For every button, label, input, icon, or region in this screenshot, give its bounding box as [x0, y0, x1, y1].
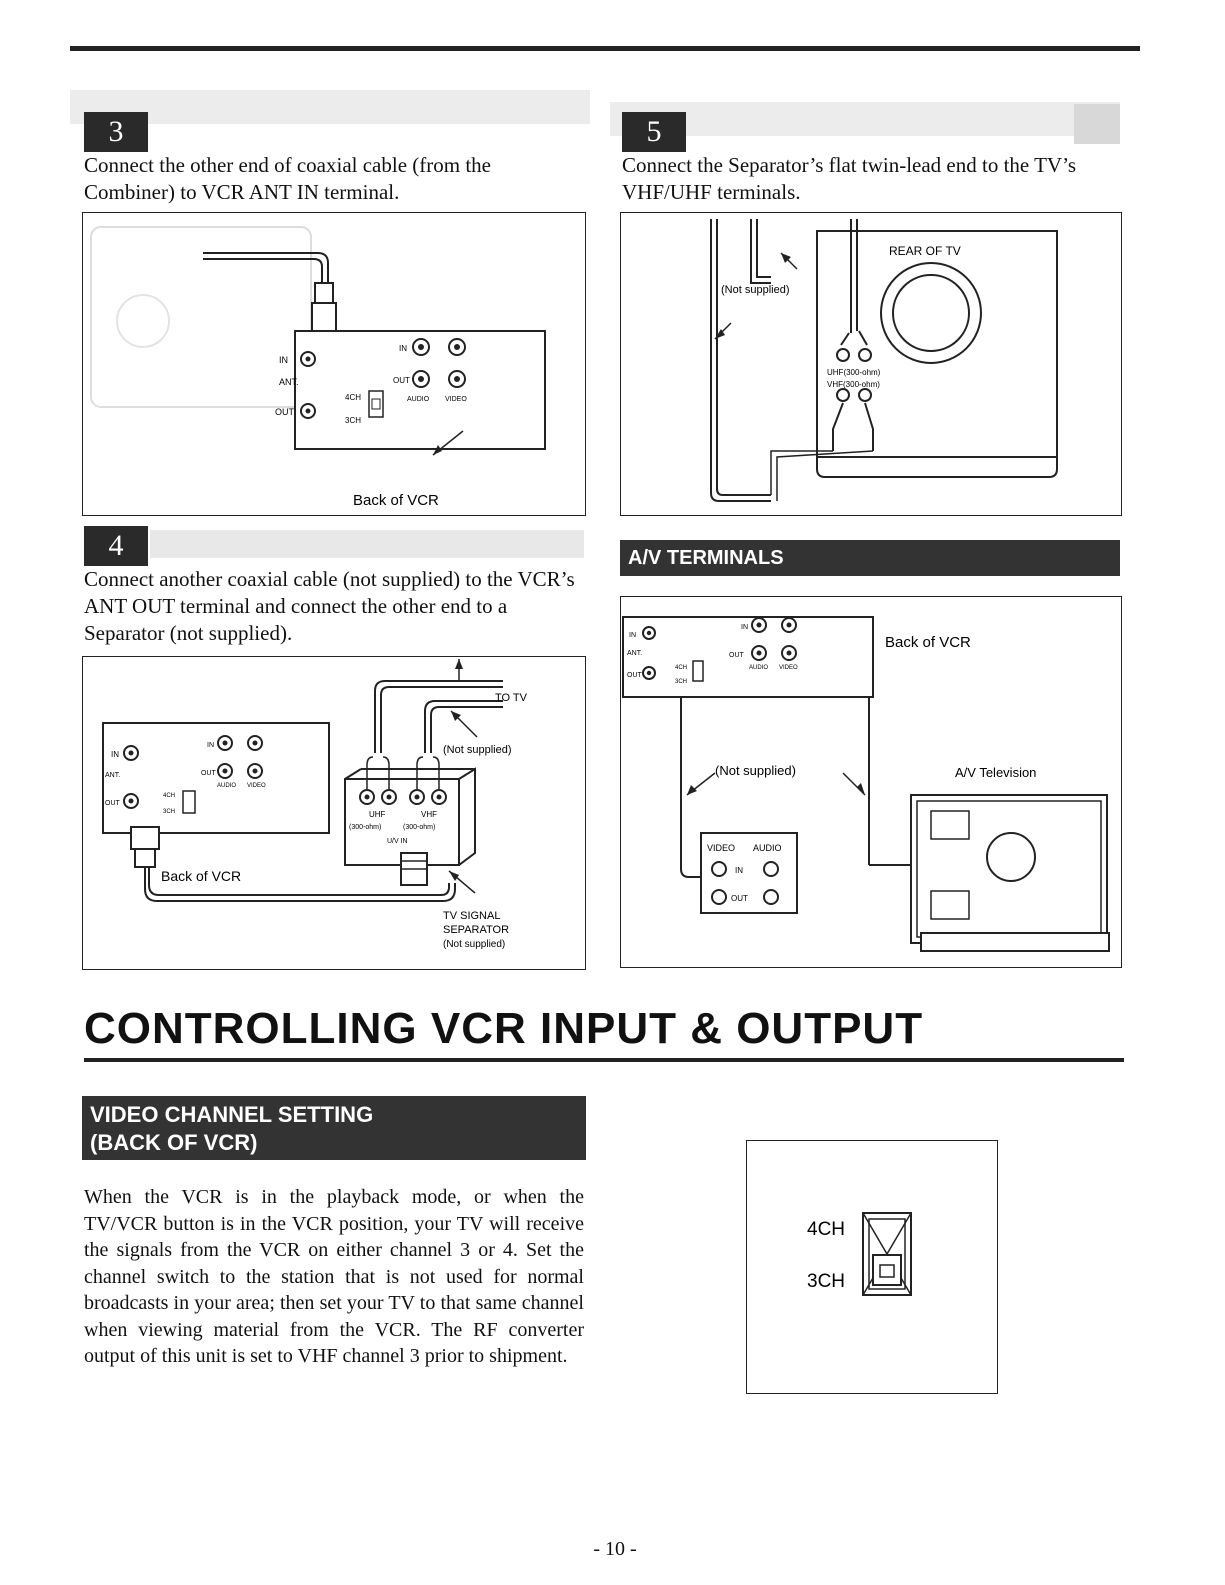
- bleed-header-right: [610, 102, 1120, 136]
- step-5-number: 5: [622, 112, 686, 152]
- svg-text:3CH: 3CH: [675, 679, 688, 685]
- av-terminals-heading: A/V TERMINALS: [620, 540, 1120, 576]
- svg-text:OUT: OUT: [627, 672, 642, 679]
- svg-text:IN: IN: [207, 742, 214, 749]
- svg-text:OUT: OUT: [201, 770, 216, 777]
- vcr-to-separator-diagram: [83, 657, 585, 969]
- svg-text:ANT.: ANT.: [105, 772, 121, 779]
- d2-separator-line2: SEPARATOR: [443, 924, 510, 936]
- av-video-label: VIDEO: [707, 843, 736, 853]
- channel-switch-closeup: [747, 1141, 997, 1393]
- d3-uhf-label: UHF(300-ohm): [827, 368, 881, 377]
- bleed-separate-bar: [150, 530, 584, 558]
- bleed-step-box: [1074, 104, 1120, 144]
- diagram-step5: [620, 212, 1122, 516]
- svg-text:3CH: 3CH: [163, 809, 176, 815]
- d1-ant-label: ANT.: [279, 377, 299, 387]
- bleed-header-left: [70, 90, 590, 124]
- svg-text:IN: IN: [629, 632, 636, 639]
- vcs-heading-line2: (BACK OF VCR): [90, 1130, 258, 1155]
- av-in-label: IN: [735, 866, 743, 875]
- d2-separator-line3: (Not supplied): [443, 939, 506, 950]
- d2-uhf-label: UHF: [369, 810, 386, 819]
- d1-3ch-label: 3CH: [345, 416, 362, 425]
- av-connection-diagram: [621, 597, 1121, 967]
- d1-audio-label: AUDIO: [407, 396, 430, 403]
- d2-to-tv-label: TO TV: [495, 692, 527, 704]
- d1-video-label: VIDEO: [445, 396, 467, 403]
- step-3-text: Connect the other end of coaxial cable (from the Combiner) to VCR ANT IN terminal.: [84, 153, 491, 204]
- d2-not-supplied-label: (Not supplied): [443, 744, 512, 756]
- av-back-of-vcr: Back of VCR: [885, 634, 971, 651]
- step-4-number: 4: [84, 526, 148, 566]
- d2-back-of-vcr: Back of VCR: [161, 868, 242, 884]
- svg-text:(300-ohm): (300-ohm): [403, 824, 436, 831]
- d2-uv-in-label: U/V IN: [387, 838, 408, 845]
- vcs-body-text: When the VCR is in the playback mode, or when the TV/VCR button is in the VCR position, your TV will receive the signals from the VCR on either channel 3 or 4. Set the channel switch to the station that is not used for normal broadcasts in your area; then set your TV to that same channel when viewing material from the VCR. The RF converter output of this unit is set to VHF channel 3 prior to shipment.: [84, 1186, 584, 1367]
- svg-text:IN: IN: [741, 624, 748, 631]
- d1-back-of-vcr: Back of VCR: [353, 492, 439, 509]
- d3-rear-tv-label: REAR OF TV: [889, 244, 961, 258]
- separator-to-tv-diagram: [621, 213, 1121, 515]
- svg-text:OUT: OUT: [729, 652, 744, 659]
- top-rule: [70, 46, 1140, 51]
- d1-out-label: OUT: [275, 407, 294, 417]
- svg-text:OUT: OUT: [105, 800, 120, 807]
- video-channel-setting-heading: [82, 1096, 586, 1160]
- page-number: - 10 -: [593, 1538, 637, 1560]
- svg-text:VIDEO: VIDEO: [779, 665, 798, 671]
- main-title: CONTROLLING VCR INPUT & OUTPUT: [84, 1004, 924, 1053]
- svg-text:OUT: OUT: [393, 376, 410, 385]
- av-television-label: A/V Television: [955, 765, 1037, 780]
- svg-text:(300-ohm): (300-ohm): [349, 824, 382, 831]
- av-audio-label: AUDIO: [753, 843, 782, 853]
- svg-text:4CH: 4CH: [163, 793, 176, 799]
- av-out-label: OUT: [731, 894, 748, 903]
- ch-4ch-label: 4CH: [807, 1219, 846, 1240]
- vcr-back-antenna-diagram: [83, 213, 585, 515]
- vcs-heading-line1: VIDEO CHANNEL SETTING: [90, 1102, 374, 1127]
- step-4-text: Connect another coaxial cable (not supplied) to the VCR’s ANT OUT terminal and connect the other end to a Separator (not supplied).: [84, 567, 575, 645]
- channel-switch-diagram: [746, 1140, 998, 1394]
- svg-text:VIDEO: VIDEO: [247, 783, 266, 789]
- d3-not-supplied-label: (Not supplied): [721, 284, 790, 296]
- d1-in-label: IN: [279, 355, 288, 365]
- svg-text:AUDIO: AUDIO: [217, 783, 237, 789]
- svg-text:IN: IN: [399, 344, 407, 353]
- av-not-supplied-label: (Not supplied): [715, 763, 796, 778]
- d2-separator-line1: TV SIGNAL: [443, 910, 501, 922]
- step-5-text: Connect the Separator’s flat twin-lead end to the TV’s VHF/UHF terminals.: [622, 153, 1077, 204]
- svg-text:4CH: 4CH: [675, 665, 688, 671]
- diagram-step4: [82, 656, 586, 970]
- title-rule: [84, 1058, 1124, 1062]
- d2-vhf-label: VHF: [421, 810, 437, 819]
- svg-text:ANT.: ANT.: [627, 650, 643, 657]
- d1-4ch-label: 4CH: [345, 393, 362, 402]
- ch-3ch-label: 3CH: [807, 1271, 846, 1292]
- av-terminals-diagram: [620, 596, 1122, 968]
- svg-text:AUDIO: AUDIO: [749, 665, 769, 671]
- d3-vhf-label: VHF(300-ohm): [827, 380, 880, 389]
- diagram-step3: [82, 212, 586, 516]
- svg-text:IN: IN: [111, 750, 119, 759]
- step-3-number: 3: [84, 112, 148, 152]
